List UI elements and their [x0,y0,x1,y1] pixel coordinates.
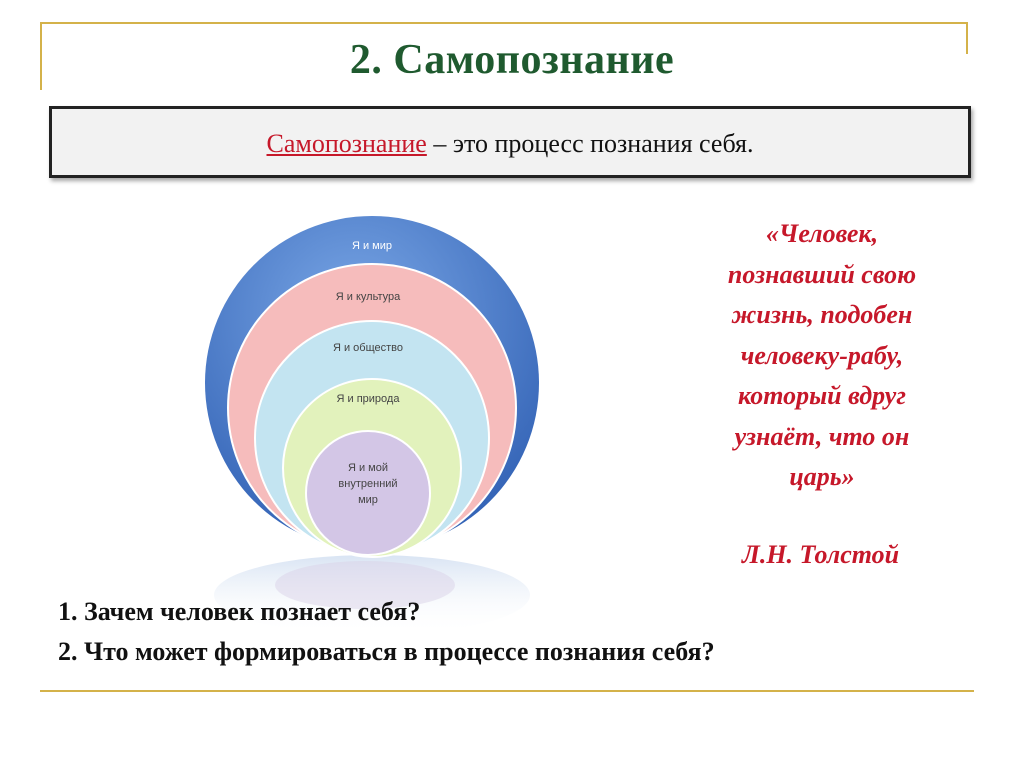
quote-line: человеку-рабу, [740,340,904,370]
quote-line: царь» [789,462,855,491]
quote-line: жизнь, подобен [731,300,913,329]
tolstoy-quote [672,214,972,498]
quote-line: который вдруг [738,381,906,410]
ring-label-culture: Я и культура [335,291,401,303]
question-item: 1. Зачем человек познает себя? [58,597,421,626]
ring-label-inner-2: внутренний [338,478,398,490]
ring-label-inner-3: мир [358,494,378,506]
question-item: 2. Что может формироваться в процессе познания себя? [58,637,715,666]
ring-label-world: Я и мир [351,240,393,252]
ring-label-society: Я и общество [332,342,404,354]
definition-rest: – это процесс познания себя. [426,129,754,158]
ring-label-inner-1: Я и мой [347,462,389,474]
quote-line: познавший свою [727,259,917,289]
quote-author: Л.Н. Толстой [742,540,900,569]
ring-label-nature: Я и природа [336,393,400,405]
questions-list [58,592,978,672]
quote-line: узнаёт, что он [734,421,910,451]
ring-inner-world [306,431,430,555]
definition-term: Самопознание [266,129,427,158]
quote-line: «Человек, [765,219,879,248]
slide-title: 2. Самопознание [349,37,675,83]
